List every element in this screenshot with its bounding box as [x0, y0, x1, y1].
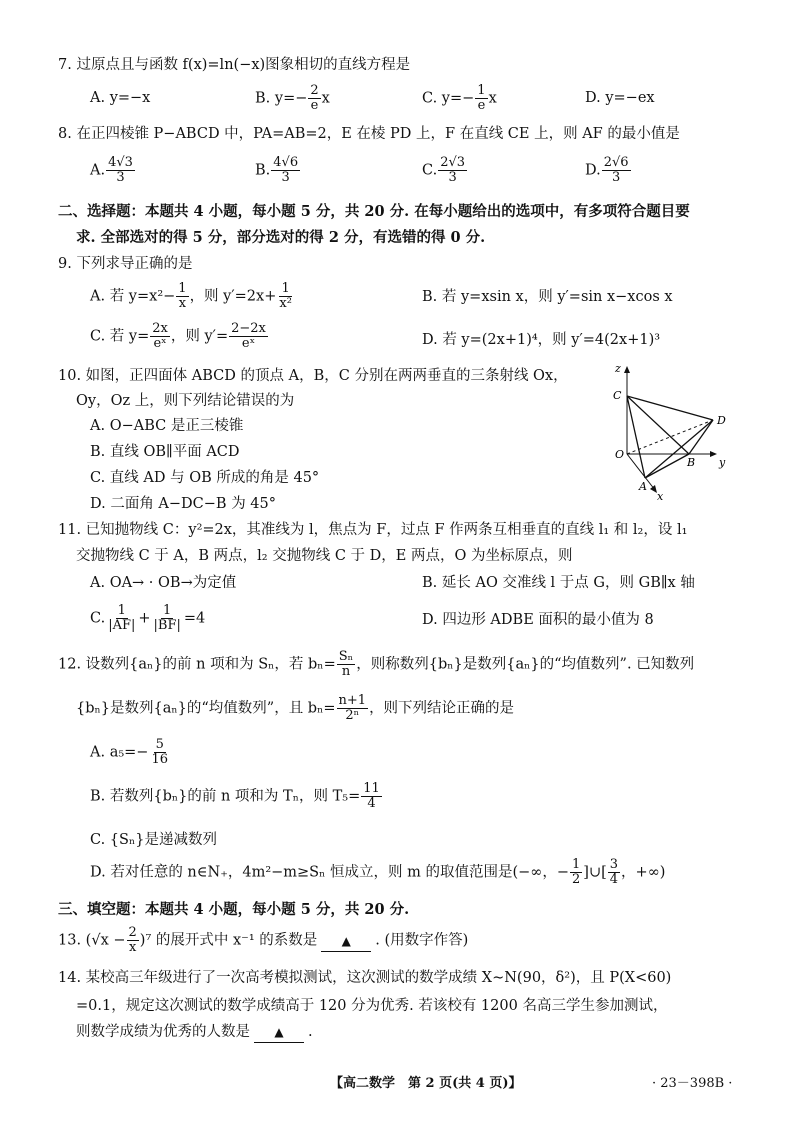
- section-2-heading-line2: 求. 全部选对的得 5 分，部分选对的得 2 分，有选错的得 0 分.: [76, 229, 486, 246]
- q12-option-d: D. 若对任意的 n∈N₊，4m²−m≥Sₙ 恒成立，则 m 的取值范围是(−∞，− $\frac{1}{2}$ ]∪[ $\frac{3}{4}$ ，+∞): [90, 857, 666, 887]
- q10-option-d: D. 二面角 A−DC−B 为 45°: [90, 496, 277, 512]
- q8-option-b: B. $\frac{4√6}{3}$: [255, 155, 299, 185]
- q11-stem-line1: 11. 已知抛物线 C：y²=2x，其准线为 l，焦点为 F，过点 F 作两条互相垂直的直线 l₁ 和 l₂，设 l₁: [58, 522, 688, 538]
- q12-stem-line2: {bₙ}是数列{aₙ}的“均值数列”，且 bₙ= $\frac{n+1}{\text{2ⁿ}}$ ，则下列结论正确的是: [76, 693, 515, 723]
- edge-ad: [645, 420, 713, 478]
- label-a: A: [639, 480, 647, 493]
- q7-option-b: B. y=− $\frac{2}{e}$ x: [255, 83, 330, 113]
- q10-tetrahedron-figure: [605, 362, 735, 502]
- q14-stem-line1: 14. 某校高三年级进行了一次高考模拟测试，这次测试的数学成绩 X∼N(90，δ²)，且 P(X<60): [58, 970, 672, 986]
- label-b: B: [687, 456, 696, 469]
- q7-option-d: D. y=−ex: [585, 90, 655, 106]
- q10-option-b: B. 直线 OB∥平面 ACD: [90, 444, 240, 460]
- q12-stem-line1: 12. 设数列{aₙ}的前 n 项和为 Sₙ，若 bₙ= $\frac{\text{Sₙ}}{n}$ ，则称数列{bₙ}是数列{aₙ}的“均值数列”. 已知数列: [58, 649, 695, 679]
- section-3-heading: 三、填空题：本题共 4 小题，每小题 5 分，共 20 分.: [58, 901, 410, 918]
- label-d: D: [717, 414, 726, 427]
- q12-option-c: C. {Sₙ}是递减数列: [90, 832, 217, 848]
- q10-option-a: A. O−ABC 是正三棱锥: [90, 418, 244, 434]
- q12-option-a: A. a₅=− $\frac{5}{16}$: [90, 737, 168, 767]
- q10-option-c: C. 直线 AD 与 OB 所成的角是 45°: [90, 470, 320, 486]
- q12-option-b: B. 若数列{bₙ}的前 n 项和为 Tₙ，则 T₅= $\frac{11}{4}$: [90, 781, 380, 811]
- q11-option-c: C. $\frac{1}{|AF|}$ + $\frac{1}{|BF|}$ =4: [90, 603, 206, 633]
- edge-ab: [645, 454, 689, 478]
- footer-exam-code: · 23－398B ·: [652, 1076, 733, 1091]
- y-arrow-icon: [710, 451, 717, 457]
- q9-option-d: D. 若 y=(2x+1)⁴，则 y′=4(2x+1)³: [422, 332, 661, 348]
- q9-stem: 9. 下列求导正确的是: [58, 256, 193, 272]
- footer-page-info: 【高二数学 第 2 页(共 4 页)】: [330, 1076, 522, 1091]
- q8-option-a: A. $\frac{4√3}{3}$: [90, 155, 133, 185]
- q11-option-d: D. 四边形 ADBE 面积的最小值为 8: [422, 612, 654, 628]
- q8-option-c: C. $\frac{2√3}{3}$: [422, 155, 466, 185]
- q9-option-a: A. 若 y=x²− $\frac{1}{x}$ ，则 y′=2x+ $\frac{1}{\text{x²}}$: [90, 281, 292, 311]
- label-z: z: [615, 362, 621, 375]
- label-y: y: [719, 456, 726, 469]
- section-2-heading-line1: 二、选择题：本题共 4 小题，每小题 5 分，共 20 分. 在每小题给出的选项中，有多项符合题目要: [58, 203, 690, 220]
- q9-option-c: C. 若 y= $\frac{2x}{\text{eˣ}}$ ，则 y′= $\frac{2-2x}{\text{eˣ}}$: [90, 321, 266, 351]
- q14-stem-line3: 则数学成绩为优秀的人数是 ▲ .: [76, 1022, 313, 1043]
- label-c: C: [613, 389, 622, 402]
- z-arrow-icon: [624, 366, 630, 373]
- q11-stem-line2: 交抛物线 C 于 A，B 两点，l₂ 交抛物线 C 于 D，E 两点，O 为坐标原点，则: [76, 548, 573, 564]
- q7-stem: 7. 过原点且与函数 f(x)=ln(−x)图象相切的直线方程是: [58, 57, 411, 73]
- q11-option-b: B. 延长 AO 交准线 l 于点 G，则 GB∥x 轴: [422, 575, 695, 591]
- q7-option-a: A. y=−x: [90, 90, 151, 106]
- label-x: x: [657, 490, 664, 502]
- q13-answer-blank[interactable]: ▲: [321, 931, 371, 952]
- q13-stem: 13. (√x − $\frac{2}{x}$ )⁷ 的展开式中 x⁻¹ 的系数是 ▲ . (用数字作答): [58, 925, 469, 955]
- q14-stem-line2: =0.1，规定这次测试的数学成绩高于 120 分为优秀. 若该校有 1200 名高三学生参加测试，: [76, 998, 668, 1014]
- q7-option-c: C. y=− $\frac{1}{e}$ x: [422, 83, 497, 113]
- q8-stem: 8. 在正四棱锥 P−ABCD 中，PA=AB=2，E 在棱 PD 上，F 在直线 CE 上，则 AF 的最小值是: [58, 126, 680, 142]
- q10-stem-line2: Oy，Oz 上，则下列结论错误的为: [76, 393, 295, 409]
- label-o: O: [615, 448, 625, 461]
- q9-option-b: B. 若 y=xsin x，则 y′=sin x−xcos x: [422, 289, 673, 305]
- x-arrow-icon: [650, 485, 657, 493]
- q8-option-d: D. $\frac{2√6}{3}$: [585, 155, 629, 185]
- q10-stem-line1: 10. 如图，正四面体 ABCD 的顶点 A，B，C 分别在两两垂直的三条射线 Ox，: [58, 368, 568, 384]
- q11-option-a: A. OA→ · OB→为定值: [90, 575, 237, 591]
- q14-answer-blank[interactable]: ▲: [254, 1022, 304, 1043]
